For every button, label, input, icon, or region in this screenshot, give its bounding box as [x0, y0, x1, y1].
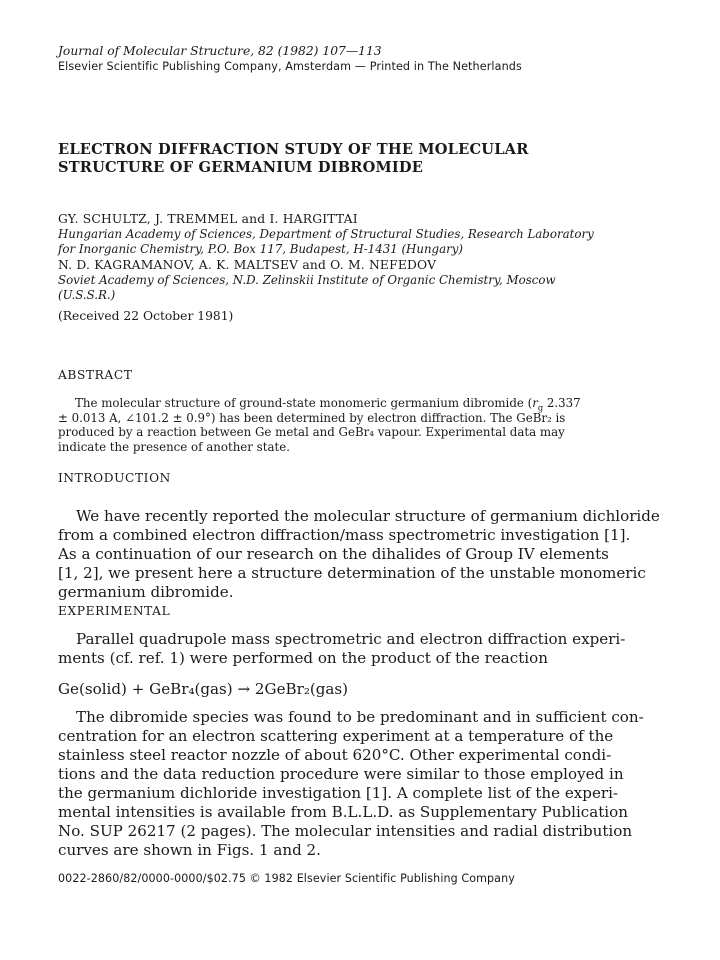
title-line: STRUCTURE OF GERMANIUM DIBROMIDE — [58, 159, 424, 176]
reaction-equation: Ge(solid) + GeBr₄(gas) → 2GeBr₂(gas) — [58, 680, 349, 698]
abstract-line — [58, 396, 648, 411]
body-line: No. SUP 26217 (2 pages). The molecular intensities and radial distribution — [58, 822, 633, 840]
abstract-line: produced by a reaction between Ge metal and GeBr₄ vapour. Experimental data may — [58, 425, 565, 439]
body-line: Parallel quadrupole mass spectrometric and electron diffraction experi- — [76, 630, 626, 648]
abstract-line: ± 0.013 A, ∠101.2 ± 0.9°) has been determined by electron diffraction. The GeBr₂ is — [58, 410, 566, 425]
body-line: from a combined electron diffraction/mass spectrometric investigation [1]. — [58, 526, 631, 544]
body-line: the germanium dichloride investigation [1]. A complete list of the experi- — [58, 784, 619, 802]
affiliation-line: Hungarian Academy of Sciences, Department of Structural Studies, Research Laboratory — [58, 227, 594, 241]
introduction-heading: INTRODUCTION — [58, 471, 171, 485]
affiliation-line: (U.S.S.R.) — [58, 288, 116, 302]
body-line: stainless steel reactor nozzle of about 620°C. Other experimental condi- — [58, 746, 612, 764]
body-line: ments (cf. ref. 1) were performed on the product of the reaction — [58, 649, 548, 667]
body-line: mental intensities is available from B.L.L.D. as Supplementary Publication — [58, 803, 628, 821]
author-block — [58, 211, 662, 324]
body-line: We have recently reported the molecular structure of germanium dichloride — [76, 507, 660, 525]
r-g-subscript: g — [537, 402, 544, 413]
copyright-footer: 0022-2860/82/0000-0000/$02.75 © 1982 Elsevier Scientific Publishing Company — [58, 872, 515, 885]
abstract-line1-text: The molecular structure of ground-state monomeric germanium dibromide ( — [75, 396, 533, 410]
journal-citation: Journal of Molecular Structure, 82 (1982) 107—113 — [58, 44, 382, 58]
received-date: (Received 22 October 1981) — [58, 309, 234, 323]
body-line: tions and the data reduction procedure were similar to those employed in — [58, 765, 624, 783]
r-g-symbol: r — [532, 396, 538, 410]
abstract-heading: ABSTRACT — [58, 368, 133, 382]
introduction-paragraph — [58, 507, 662, 602]
body-line: germanium dibromide. — [58, 583, 234, 601]
affiliation-line: for Inorganic Chemistry, P.O. Box 117, Budapest, H-1431 (Hungary) — [58, 242, 464, 256]
experimental-heading: EXPERIMENTAL — [58, 604, 171, 618]
abstract-text — [58, 396, 648, 454]
author-names-group1: GY. SCHULTZ, J. TREMMEL and I. HARGITTAI — [58, 212, 358, 226]
author-names-group2: N. D. KAGRAMANOV, A. K. MALTSEV and O. M. NEFEDOV — [58, 258, 437, 272]
experimental-paragraph-1 — [58, 630, 662, 668]
article-title — [58, 141, 662, 177]
affiliation-line: Soviet Academy of Sciences, N.D. Zelinskii Institute of Organic Chemistry, Moscow — [58, 273, 556, 287]
body-line: As a continuation of our research on the dihalides of Group IV elements — [58, 545, 609, 563]
title-line: ELECTRON DIFFRACTION STUDY OF THE MOLECULAR — [58, 141, 529, 158]
body-line: [1, 2], we present here a structure determination of the unstable monomeric — [58, 564, 646, 582]
abstract-line1-value: 2.337 — [543, 396, 581, 410]
abstract-line: indicate the presence of another state. — [58, 439, 290, 454]
body-line: The dibromide species was found to be predominant and in sufficient con- — [76, 708, 644, 726]
body-line: centration for an electron scattering experiment at a temperature of the — [58, 727, 614, 745]
experimental-paragraph-2 — [58, 708, 662, 860]
journal-header — [58, 44, 662, 74]
body-line: curves are shown in Figs. 1 and 2. — [58, 841, 321, 859]
publisher-line: Elsevier Scientific Publishing Company, Amsterdam — Printed in The Netherlands — [58, 60, 522, 73]
